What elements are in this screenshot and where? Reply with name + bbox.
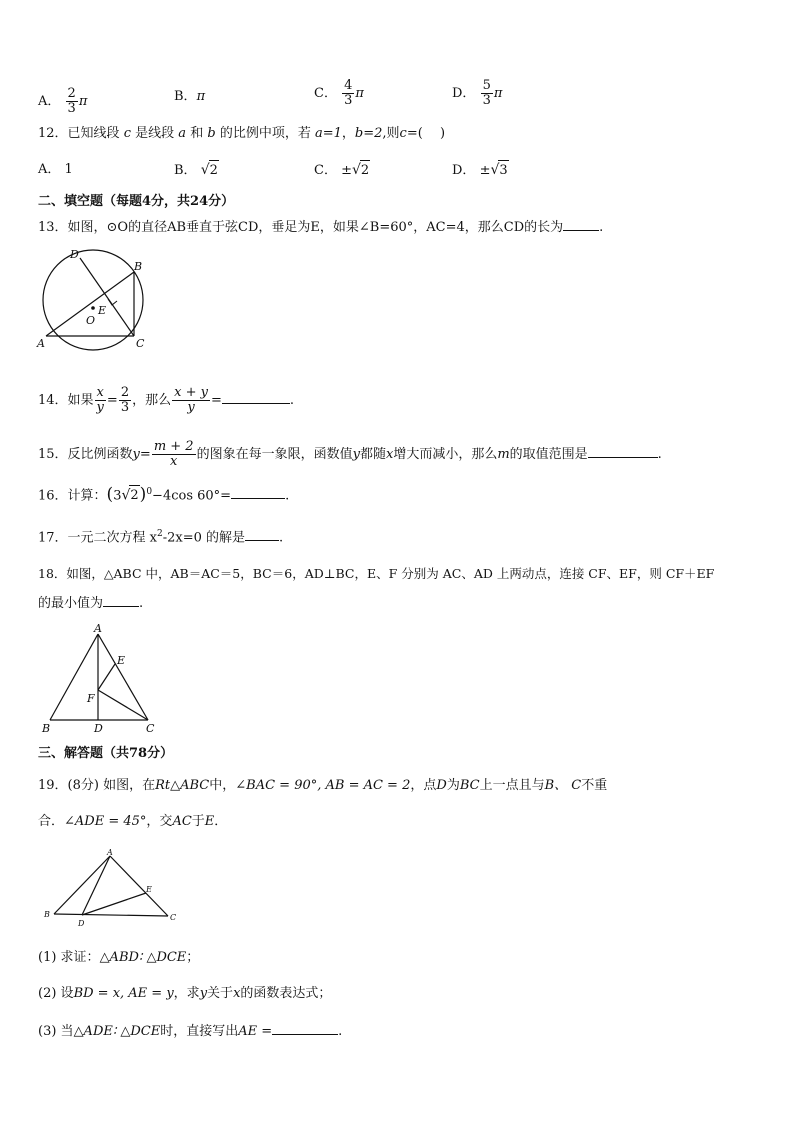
q18-line2 [38, 594, 143, 614]
var: x [385, 447, 394, 462]
coef: 3 [113, 488, 122, 504]
segment-fe [98, 664, 115, 690]
segment-de [82, 893, 146, 915]
text: . [599, 220, 604, 235]
segment-ad [82, 856, 110, 915]
equals: = [139, 447, 151, 462]
radical-sign: √ [121, 487, 131, 504]
equals: = [210, 393, 222, 408]
answer-blank [231, 498, 285, 499]
fraction [342, 79, 354, 108]
var: x [96, 385, 104, 400]
text: 中， [209, 778, 236, 793]
text: . [338, 1024, 343, 1039]
radicand: 2 [209, 160, 219, 181]
var: E [204, 814, 215, 829]
option-value: 1 [64, 162, 73, 177]
equals: = [106, 393, 118, 408]
fraction-m2-over-x [152, 440, 196, 469]
denominator: 3 [120, 400, 130, 415]
exponent: 2 [157, 529, 163, 539]
text: 合． [38, 814, 65, 829]
text: −4cos 60°= [152, 488, 232, 504]
numerator [152, 440, 196, 455]
text: ,则 [382, 126, 400, 141]
text: 为 [446, 778, 460, 793]
numerator: 2 [67, 86, 76, 101]
text: . [139, 596, 144, 611]
math: ∠ADE = 45° [64, 814, 147, 829]
math: △ADE∶ △DCE [73, 1024, 161, 1039]
denominator: 3 [67, 101, 76, 116]
q19-line1 [38, 776, 607, 796]
label-a: A [94, 622, 102, 635]
label-a: A [107, 848, 113, 857]
text: . [289, 393, 294, 408]
fraction-two-thirds [119, 386, 131, 415]
q18-triangle-figure [38, 620, 162, 738]
var: m [497, 447, 510, 462]
side-ac [110, 856, 168, 916]
q17-stem [38, 524, 283, 548]
option-label: A． [38, 94, 61, 109]
text: 的最小值为 [38, 596, 104, 611]
text: 19．(8分) 如图，在 [38, 778, 156, 793]
fraction-xy-over-y [172, 386, 210, 415]
text: . [279, 530, 284, 546]
text: 的函数表达式； [240, 986, 332, 1001]
text: 14．如果 [38, 393, 94, 408]
text: . [285, 488, 290, 504]
q12-option-c [314, 160, 370, 181]
var: y [187, 400, 195, 415]
answer-blank [103, 606, 139, 607]
pi-symbol: π [355, 86, 364, 101]
var: x [233, 986, 241, 1001]
condition: a=1 [314, 126, 342, 141]
text: 不重 [581, 778, 608, 793]
var: BC [459, 778, 480, 793]
var: y [199, 986, 208, 1001]
q15-stem [38, 440, 662, 469]
numerator: 5 [482, 78, 491, 93]
text: ，点 [410, 778, 437, 793]
label-b: B [44, 910, 50, 919]
q11-option-a [38, 87, 87, 116]
text: (2) 设 [38, 986, 74, 1001]
fraction [66, 87, 78, 116]
label-b: B [134, 260, 143, 273]
option-value: π [196, 89, 206, 104]
radicand: 2 [360, 160, 370, 181]
text: 的取值范围是 [509, 447, 588, 462]
answer-blank [245, 540, 279, 541]
text: ，交 [146, 814, 173, 829]
denominator: 3 [344, 93, 353, 108]
text: 是线段 [135, 126, 175, 141]
option-label: B． [174, 89, 197, 104]
label-b: B [42, 722, 51, 735]
text: (3) 当 [38, 1024, 74, 1039]
q14-stem [38, 386, 294, 415]
expr: x + y [174, 385, 208, 400]
math: BD = x, AE = y [73, 986, 174, 1001]
var: y [96, 400, 104, 415]
section-2-title: 二、填空题（每题4分，共24分） [38, 194, 235, 209]
q13-stem [38, 218, 603, 238]
answer-paren: ( ) [417, 126, 446, 141]
q12-stem [38, 124, 445, 144]
var: y [132, 447, 140, 462]
var: B、 C [544, 778, 582, 793]
radicand: 3 [498, 160, 508, 181]
label-a: A [37, 337, 45, 350]
q18-line1: 18．如图，△ABC 中，AB＝AC＝5，BC＝6，AD⊥BC，E、F 分别为 AC、AD 上两动点，连接 CF、EF，则 CF＋EF [38, 566, 715, 581]
q19-part1 [38, 948, 199, 968]
pi-symbol: π [493, 86, 503, 101]
option-label: D． [452, 163, 476, 178]
radical-sign: √ [200, 162, 210, 178]
q19-part3 [38, 1022, 342, 1042]
option-label: C． [314, 86, 337, 101]
answer-blank [563, 230, 599, 231]
text: 增大而减小，那么 [393, 447, 498, 462]
text: 关于 [207, 986, 234, 1001]
text: 16．计算： [38, 488, 107, 504]
var: AC [172, 814, 192, 829]
var: c [123, 126, 131, 141]
label-d: D [70, 248, 79, 261]
math: Rt△ABC [155, 778, 210, 793]
text: ，求 [173, 986, 200, 1001]
math: AE = [238, 1024, 273, 1039]
label-d: D [78, 919, 85, 928]
radical-sign: √ [490, 162, 500, 178]
q19-line2 [38, 812, 227, 832]
option-label: D． [452, 86, 476, 101]
text: ， [341, 126, 355, 141]
text: 于 [191, 814, 205, 829]
q12-option-b [174, 160, 219, 181]
q12-option-a [38, 160, 73, 180]
math: △ABD∶ △DCE [99, 950, 187, 965]
text: ，那么 [132, 393, 172, 408]
var: D [436, 778, 447, 793]
label-e: E [146, 885, 152, 894]
var: a [178, 126, 187, 141]
label-c: C [170, 913, 177, 922]
text: 上一点且与 [479, 778, 545, 793]
text: 17．一元二次方程 x [38, 530, 158, 546]
text: 和 [190, 126, 204, 141]
paren: ( [106, 484, 114, 505]
plus-minus: ± [479, 163, 491, 178]
option-label: C． [314, 163, 337, 178]
label-c: C [136, 337, 145, 350]
q19-part2 [38, 984, 331, 1004]
radicand: 2 [129, 485, 139, 506]
answer-blank [588, 457, 658, 458]
label-c: C [146, 722, 155, 735]
side-bc [54, 914, 168, 916]
circle-o [43, 250, 143, 350]
fraction [481, 79, 493, 108]
math: ∠BAC = 90°, AB = AC = 2 [235, 778, 411, 793]
q13-circle-figure [34, 246, 154, 358]
q12-option-d [452, 160, 509, 181]
answer-blank [222, 403, 290, 404]
segment-fc [98, 690, 148, 720]
question-number: 12． [38, 126, 68, 141]
label-e: E [98, 304, 107, 317]
text: . [657, 447, 662, 462]
text: 都随 [359, 447, 386, 462]
text: 已知线段 [67, 126, 120, 141]
numerator [172, 386, 210, 401]
denominator [172, 401, 210, 415]
label-e: E [117, 654, 126, 667]
var: y [352, 447, 360, 462]
exponent: 0 [146, 487, 153, 497]
q11-option-b [174, 87, 205, 107]
radical-sign: √ [352, 162, 361, 178]
denominator [152, 455, 196, 469]
center-point [91, 306, 95, 310]
q11-option-d [452, 79, 502, 108]
numerator: 4 [344, 78, 353, 93]
label-o: O [86, 314, 96, 327]
text: 的比例中项，若 [219, 126, 311, 141]
option-label: B． [174, 163, 197, 178]
denominator: 3 [482, 93, 491, 108]
var: b [207, 126, 216, 141]
q19-triangle-figure [40, 846, 180, 930]
plus-minus: ± [341, 163, 352, 178]
section-3-title: 三、解答题（共78分） [38, 746, 174, 761]
side-ab [54, 856, 110, 914]
q16-stem [38, 482, 289, 506]
side-ab [50, 634, 98, 720]
numerator: 2 [120, 385, 130, 400]
text: ． [214, 814, 228, 829]
numerator [95, 386, 106, 401]
text: ； [186, 950, 200, 965]
text: -2x=0 的解是 [162, 530, 246, 546]
label-f: F [87, 692, 95, 705]
var: x [170, 454, 178, 469]
answer-blank [272, 1034, 338, 1035]
expr: m + 2 [153, 439, 194, 454]
side-ac [98, 634, 148, 720]
text: 的图象在每一象限，函数值 [196, 447, 353, 462]
option-label: A． [38, 162, 61, 177]
pi-symbol: π [78, 94, 88, 109]
q11-option-c [314, 79, 364, 108]
text: 15．反比例函数 [38, 447, 133, 462]
fraction-x-over-y [95, 386, 106, 415]
label-d: D [94, 722, 103, 735]
paren: ) [139, 484, 147, 505]
denominator [95, 401, 106, 415]
condition: b=2 [354, 126, 383, 141]
condition: c= [399, 126, 418, 141]
text: (1) 求证： [38, 950, 100, 965]
text: 时，直接写出 [160, 1024, 239, 1039]
text: 13．如图，⊙O的直径AB垂直于弦CD，垂足为E，如果∠B=60°，AC=4，那么CD的长为 [38, 220, 564, 235]
